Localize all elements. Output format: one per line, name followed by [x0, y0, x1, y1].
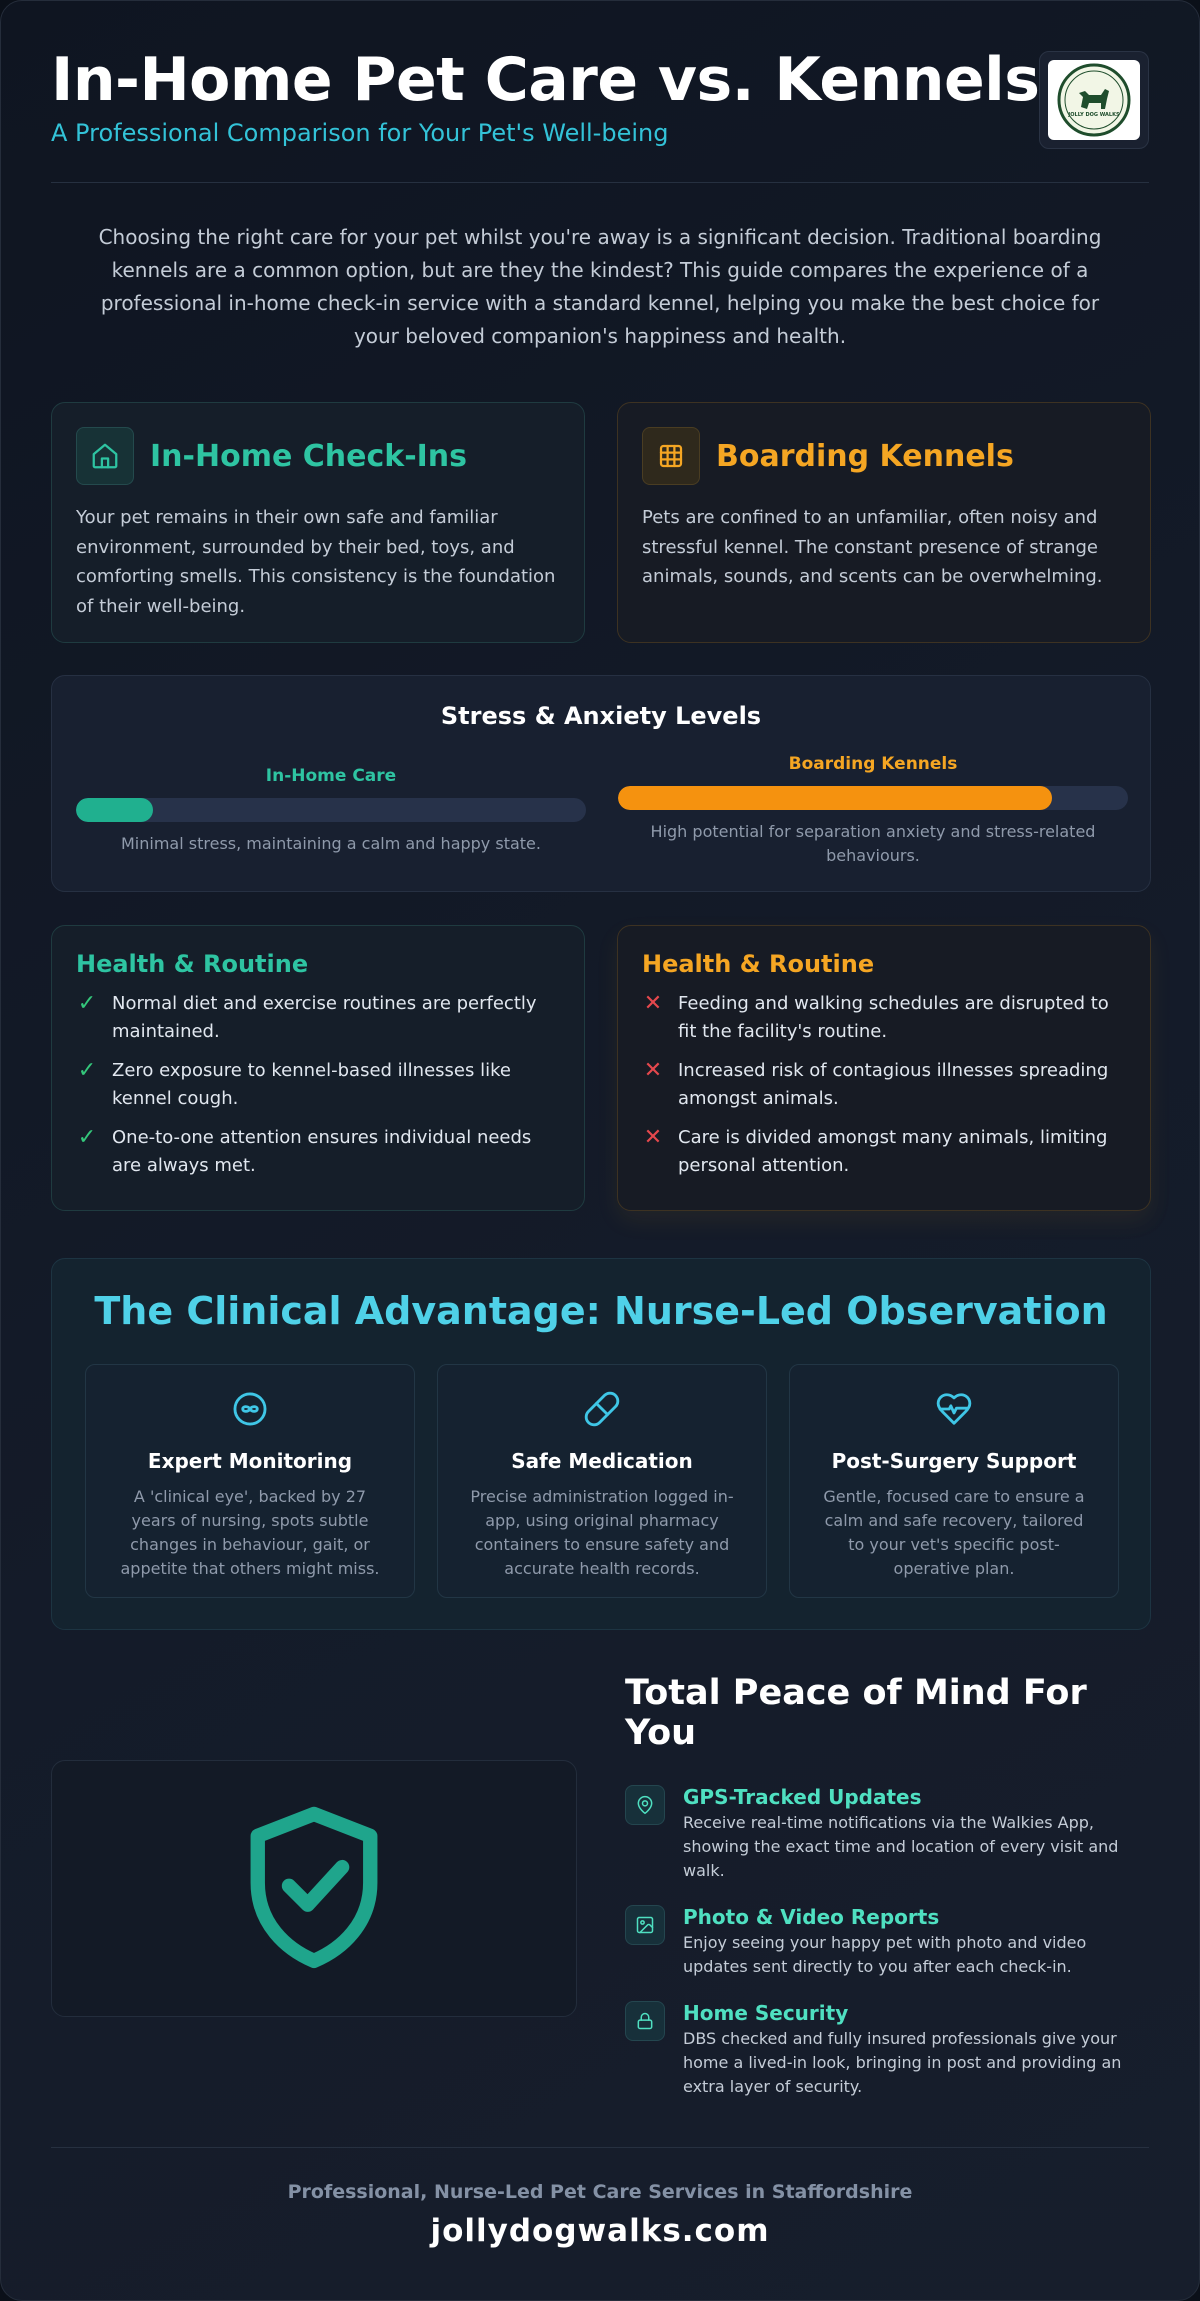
- in-home-card: [51, 402, 585, 643]
- in-home-stress-note: Minimal stress, maintaining a calm and happy state.: [121, 834, 541, 853]
- in-home-health-card: [51, 925, 585, 1211]
- logo[interactable]: [1039, 51, 1149, 149]
- list-item: ✓ One-to-one attention ensures individual needs are always met.: [77, 1125, 532, 1176]
- logo-badge: [1048, 60, 1140, 140]
- peace-item-desc: Receive real-time notifications via the Walkies App, showing the exact time and location of every visit and walk.: [683, 1813, 1119, 1880]
- feature-safe-medication: [437, 1364, 767, 1598]
- feature-expert-monitoring: [85, 1364, 415, 1598]
- page-subtitle: A Professional Comparison for Your Pet's Well-being: [51, 119, 669, 147]
- grid-icon: [642, 427, 700, 485]
- in-home-health-list: [76, 990, 560, 1180]
- feature-title: Post-Surgery Support: [831, 1449, 1077, 1473]
- list-item: ✕ Increased risk of contagious illnesses spreading amongst animals.: [643, 1058, 1109, 1109]
- in-home-stress-label: In-Home Care: [265, 766, 397, 786]
- list-item: ✓ Zero exposure to kennel-based illnesses like kennel cough.: [77, 1058, 511, 1109]
- shield-check-icon: [239, 1799, 389, 1979]
- in-home-health-title: Health & Routine: [76, 950, 309, 978]
- page-title: In-Home Pet Care vs. Kennels: [51, 45, 1040, 115]
- stress-title: Stress & Anxiety Levels: [440, 702, 762, 730]
- house-icon: [76, 427, 134, 485]
- clinical-title: The Clinical Advantage: Nurse-Led Observation: [94, 1289, 1108, 1333]
- feature-desc: Gentle, focused care to ensure a calm and safe recovery, tailored to your vet's specific post-operative plan.: [823, 1487, 1085, 1578]
- cross-icon: ✕: [643, 991, 663, 1016]
- kennels-stress-note: High potential for separation anxiety and stress-related behaviours.: [650, 822, 1096, 865]
- svg-text:JOLLY DOG WALKS: JOLLY DOG WALKS: [1068, 112, 1120, 118]
- eye-monitor-icon: [86, 1389, 414, 1429]
- peace-title: Total Peace of Mind For You: [625, 1673, 1087, 1753]
- footer-tagline: Professional, Nurse-Led Pet Care Services in Staffordshire: [287, 2181, 913, 2203]
- intro-paragraph: Choosing the right care for your pet whilst you're away is a significant decision. Traditional boarding kennels are a common option, but are they the kindest? This guide compares the experience of a professional in-home check-in service with a standard kennel, helping you make the best choice for your beloved companion's happiness and health.: [98, 225, 1102, 348]
- list-item: ✕ Care is divided amongst many animals, limiting personal attention.: [643, 1125, 1108, 1176]
- kennels-stress-fill: [618, 786, 1052, 810]
- peace-item-desc: Enjoy seeing your happy pet with photo and video updates sent directly to you after each check-in.: [683, 1933, 1087, 1976]
- kennels-health-list: [642, 990, 1126, 1180]
- feature-desc: A 'clinical eye', backed by 27 years of nursing, spots subtle changes in behaviour, gait, or appetite that others might miss.: [120, 1487, 380, 1578]
- dog-logo-icon: [1057, 63, 1131, 137]
- in-home-title: In-Home Check-Ins: [150, 438, 468, 474]
- peace-item-name: Home Security: [683, 2001, 849, 2025]
- kennels-card: [617, 402, 1151, 643]
- kennels-stress-label: Boarding Kennels: [788, 754, 958, 774]
- shield-card: [51, 1760, 577, 2017]
- feature-desc: Precise administration logged in-app, using original pharmacy containers to ensure safety and accurate health records.: [470, 1487, 734, 1578]
- peace-item-desc: DBS checked and fully insured professionals give your home a lived-in look, bringing in post and providing an extra layer of security.: [683, 2029, 1122, 2096]
- lock-icon: [625, 2001, 665, 2041]
- footer-divider: [51, 2147, 1149, 2148]
- in-home-stress-fill: [76, 798, 153, 822]
- list-item: ✓ Normal diet and exercise routines are perfectly maintained.: [77, 991, 537, 1042]
- kennels-health-title: Health & Routine: [642, 950, 875, 978]
- peace-item-gps: [625, 1785, 1145, 1883]
- in-home-stress: [76, 766, 586, 856]
- header: [51, 1, 1149, 183]
- clinical-section: [51, 1258, 1151, 1630]
- peace-item-security: [625, 2001, 1145, 2099]
- cross-icon: ✕: [643, 1125, 663, 1150]
- in-home-stress-track: [76, 798, 586, 822]
- kennels-title: Boarding Kennels: [716, 438, 1014, 474]
- feature-title: Safe Medication: [511, 1449, 693, 1473]
- image-icon: [625, 1905, 665, 1945]
- stress-section: [51, 675, 1151, 892]
- heart-pulse-icon: [790, 1389, 1118, 1429]
- kennels-health-card: [617, 925, 1151, 1211]
- check-icon: ✓: [77, 1125, 97, 1150]
- kennels-body: Pets are confined to an unfamiliar, often noisy and stressful kennel. The constant presence of strange animals, sounds, and scents can be overwhelming.: [642, 507, 1103, 587]
- kennels-stress-track: [618, 786, 1128, 810]
- check-icon: ✓: [77, 1058, 97, 1083]
- feature-title: Expert Monitoring: [147, 1449, 353, 1473]
- cross-icon: ✕: [643, 1058, 663, 1083]
- map-pin-icon: [625, 1785, 665, 1825]
- in-home-body: Your pet remains in their own safe and familiar environment, surrounded by their bed, toys, and comforting smells. This consistency is the foundation of their well-being.: [76, 507, 556, 617]
- list-item: ✕ Feeding and walking schedules are disrupted to fit the facility's routine.: [643, 991, 1109, 1042]
- feature-post-surgery: [789, 1364, 1119, 1598]
- peace-item-photo: [625, 1905, 1145, 1979]
- footer-website-link[interactable]: jollydogwalks.com: [430, 2213, 770, 2249]
- kennels-stress: [618, 754, 1128, 868]
- check-icon: ✓: [77, 991, 97, 1016]
- peace-item-name: Photo & Video Reports: [683, 1905, 940, 1929]
- pill-icon: [438, 1389, 766, 1429]
- peace-item-name: GPS-Tracked Updates: [683, 1785, 922, 1809]
